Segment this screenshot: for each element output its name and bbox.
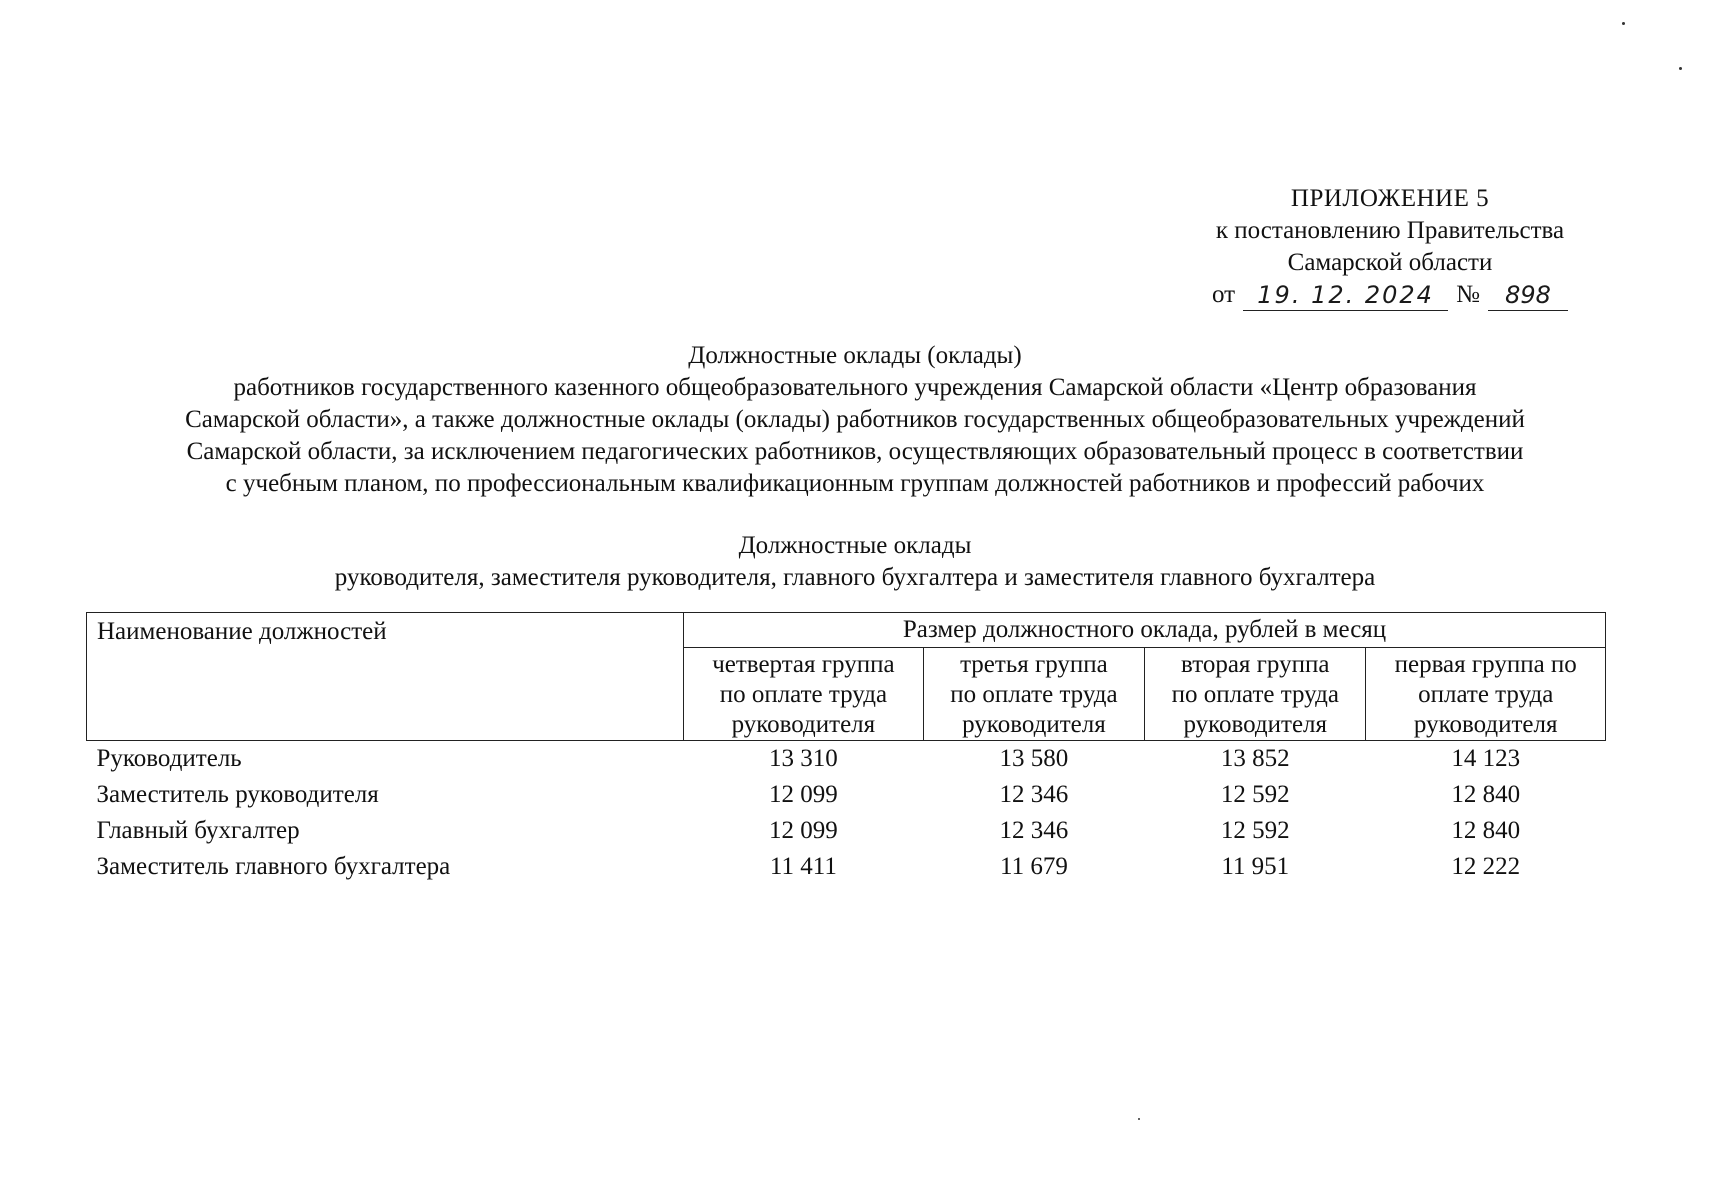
scan-speck [1622, 22, 1625, 25]
row-position-name: Заместитель главного бухгалтера [96, 853, 451, 880]
scan-speck [1679, 67, 1682, 70]
row-position-name: Руководитель [96, 745, 242, 772]
salary-value: 13 310 [769, 745, 838, 772]
appendix-block [1180, 183, 1600, 311]
table-row [87, 777, 1606, 813]
heading-line: с учебным планом, по профессиональным квалификационным группам должностей работников и профессий рабочих [225, 470, 1485, 497]
table-heading [80, 530, 1630, 594]
salary-value: 12 099 [769, 781, 838, 808]
table-heading-line: руководителя, заместителя руководителя, главного бухгалтера и заместителя главного бухгалтера [334, 564, 1376, 591]
header-line: по оплате труда [1171, 681, 1339, 708]
scan-speck [1138, 1118, 1140, 1120]
salary-value: 12 099 [769, 817, 838, 844]
row-position-name: Заместитель руководителя [96, 781, 379, 808]
table-row [87, 849, 1606, 885]
salary-value: 13 580 [999, 745, 1069, 772]
salary-value: 12 346 [999, 781, 1069, 808]
salary-value: 13 852 [1220, 745, 1290, 772]
salary-value: 11 411 [769, 853, 837, 880]
table-heading-line: Должностные оклады [738, 532, 972, 559]
salary-value: 12 840 [1451, 817, 1521, 844]
salary-value: 12 346 [999, 817, 1069, 844]
heading-line: Самарской области, за исключением педагогических работников, осуществляющих образовательный процесс в соответствии [186, 438, 1524, 465]
appendix-line-3: Самарской области [1287, 249, 1493, 276]
col-header-group-3 [923, 648, 1144, 741]
header-line: по оплате труда [950, 681, 1118, 708]
salary-value: 12 592 [1220, 781, 1290, 808]
salary-value: 11 679 [1000, 853, 1068, 880]
header-line: руководителя [731, 711, 876, 738]
salary-value: 12 592 [1220, 817, 1290, 844]
salary-value: 12 222 [1451, 853, 1521, 880]
header-line: оплате труда [1418, 681, 1554, 708]
col-header-group-4 [684, 648, 924, 741]
appendix-date-line [1180, 279, 1600, 311]
table-row [87, 813, 1606, 849]
col-header-position: Наименование должностей [87, 613, 684, 741]
number-prefix: № [1456, 281, 1480, 308]
header-line: руководителя [962, 711, 1106, 738]
handwritten-date: 19. 12. 2024 [1243, 280, 1448, 311]
appendix-line-2: к постановлению Правительства [1215, 217, 1565, 244]
header-line: третья группа [960, 651, 1108, 678]
col-header-group-1 [1366, 648, 1606, 741]
heading-line: работников государственного казенного общеобразовательного учреждения Самарской области «Центр образования [233, 374, 1477, 401]
row-position-name: Главный бухгалтер [96, 817, 300, 844]
header-line: четвертая группа [712, 651, 895, 678]
header-line: руководителя [1413, 711, 1558, 738]
date-prefix: от [1212, 281, 1236, 308]
handwritten-number: 898 [1488, 280, 1568, 311]
salary-table [86, 612, 1606, 885]
table-row [87, 741, 1606, 778]
header-line: руководителя [1183, 711, 1328, 738]
col-header-salary: Размер должностного оклада, рублей в месяц [684, 613, 1606, 648]
heading-line: Самарской области», а также должностные оклады (оклады) работников государственных общеобразовательных учреждений [185, 406, 1525, 433]
col-header-group-2 [1145, 648, 1366, 741]
salary-value: 11 951 [1221, 853, 1290, 880]
document-heading [80, 340, 1630, 500]
heading-line: Должностные оклады (оклады) [688, 342, 1022, 369]
salary-value: 14 123 [1451, 745, 1521, 772]
header-line: по оплате труда [719, 681, 888, 708]
header-line: первая группа по [1394, 651, 1577, 678]
header-line: вторая группа [1181, 651, 1330, 678]
appendix-title: ПРИЛОЖЕНИЕ 5 [1290, 185, 1490, 212]
salary-value: 12 840 [1451, 781, 1521, 808]
